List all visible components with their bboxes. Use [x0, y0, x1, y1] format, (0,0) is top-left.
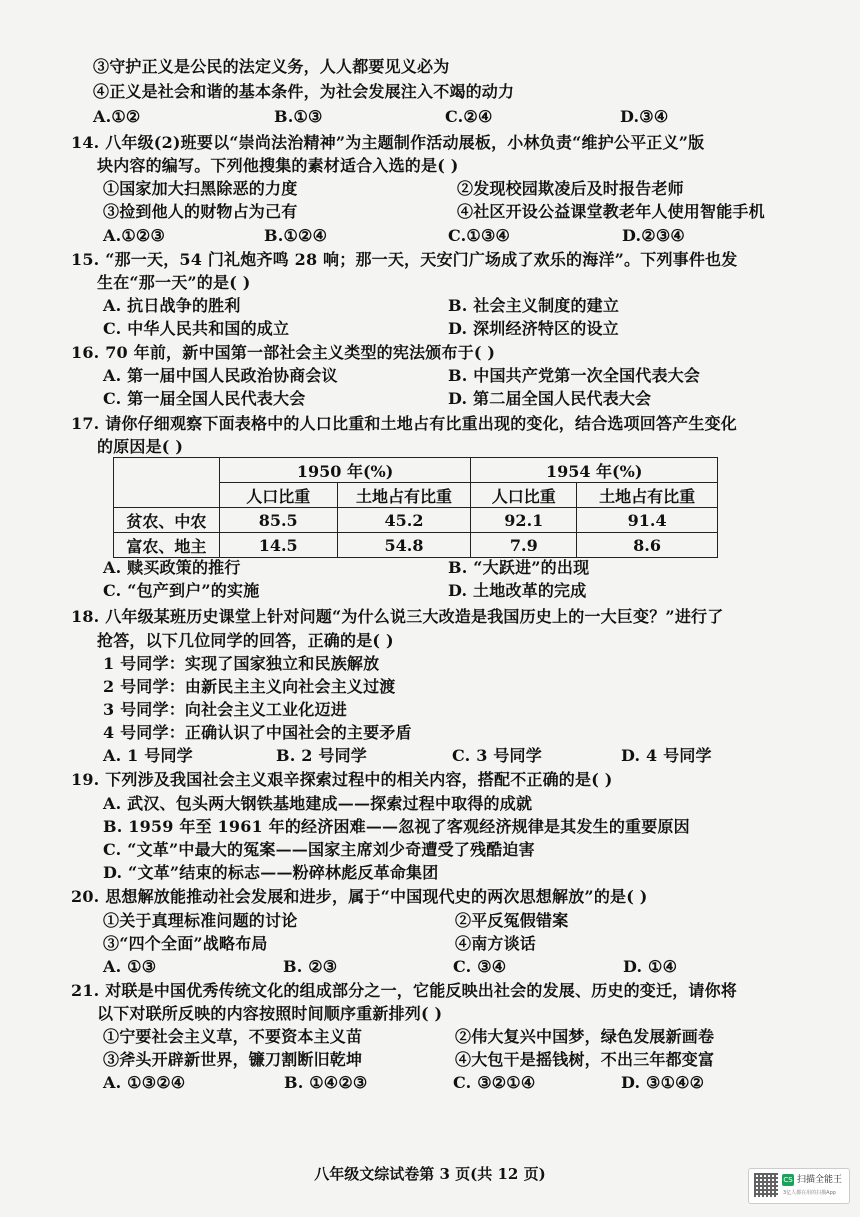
table-header-pop-1950: 人口比重	[219, 483, 337, 508]
table-corner-cell	[114, 458, 220, 508]
q13-choice-d[interactable]: D.③④	[620, 107, 669, 126]
table-year-1954: 1954 年(%)	[471, 458, 718, 483]
table-row	[114, 533, 718, 558]
q21-option-1: ①宁要社会主义草，不要资本主义苗	[103, 1027, 363, 1046]
q13-option-4: ④正义是社会和谐的基本条件，为社会发展注入不竭的动力	[93, 82, 515, 101]
table-year-1950: 1950 年(%)	[219, 458, 471, 483]
scanner-app-slogan: 3亿人都在用的扫描App	[783, 1190, 836, 1196]
q20-choice-d[interactable]: D. ①④	[623, 957, 678, 976]
table-header-land-1950: 土地占有比重	[337, 483, 471, 508]
q14-choice-c[interactable]: C.①③④	[448, 226, 511, 245]
table-cell: 54.8	[337, 533, 471, 558]
q15-choice-b[interactable]: B. 社会主义制度的建立	[448, 296, 620, 315]
q14-choice-b[interactable]: B.①②④	[264, 226, 328, 245]
q14-option-1: ①国家加大扫黑除恶的力度	[103, 179, 298, 198]
q15-choice-c[interactable]: C. 中华人民共和国的成立	[103, 319, 290, 338]
q18-choice-b[interactable]: B. 2 号同学	[276, 746, 367, 765]
q18-choice-d[interactable]: D. 4 号同学	[621, 746, 712, 765]
q17-stem-line2: 的原因是( )	[97, 437, 184, 456]
q20-option-4: ④南方谈话	[455, 934, 537, 953]
table-row-label: 富农、地主	[114, 533, 220, 558]
scanner-app-name: 扫描全能王	[797, 1175, 843, 1185]
table-cell: 92.1	[471, 508, 577, 533]
table-header-row-years	[114, 458, 718, 483]
q15-choice-a[interactable]: A. 抗日战争的胜利	[103, 296, 241, 315]
q18-student-3: 3 号同学：向社会主义工业化迈进	[103, 700, 347, 719]
q20-choice-c[interactable]: C. ③④	[453, 957, 507, 976]
q21-stem-line1: 21. 对联是中国优秀传统文化的组成部分之一，它能反映出社会的发展、历史的变迁，请你将	[71, 981, 738, 1000]
q20-option-3: ③“四个全面”战略布局	[103, 934, 268, 953]
q18-student-4: 4 号同学：正确认识了中国社会的主要矛盾	[103, 723, 412, 742]
table-cell: 7.9	[471, 533, 577, 558]
q13-choice-c[interactable]: C.②④	[445, 107, 493, 126]
q20-stem: 20. 思想解放能推动社会发展和进步，属于“中国现代史的两次思想解放”的是( )	[71, 887, 648, 906]
q19-choice-d[interactable]: D. “文革”结束的标志——粉碎林彪反革命集团	[103, 863, 439, 882]
q14-option-2: ②发现校园欺凌后及时报告老师	[457, 179, 684, 198]
table-row-label: 贫农、中农	[114, 508, 220, 533]
q15-stem-line2: 生在“那一天”的是( )	[97, 273, 251, 292]
q17-choice-c[interactable]: C. “包产到户”的实施	[103, 581, 260, 600]
scanner-badge	[748, 1168, 850, 1204]
table-cell: 14.5	[219, 533, 337, 558]
q21-stem-line2: 以下对联所反映的内容按照时间顺序重新排列( )	[97, 1004, 443, 1023]
table-header-pop-1954: 人口比重	[471, 483, 577, 508]
q17-choice-b[interactable]: B. “大跃进”的出现	[448, 558, 590, 577]
q16-choice-c[interactable]: C. 第一届全国人民代表大会	[103, 389, 306, 408]
q17-choice-d[interactable]: D. 土地改革的完成	[448, 581, 587, 600]
camscanner-logo-icon: CS	[783, 1176, 793, 1184]
q18-student-1: 1 号同学：实现了国家独立和民族解放	[103, 654, 380, 673]
q18-student-2: 2 号同学：由新民主主义向社会主义过渡	[103, 677, 396, 696]
q21-option-3: ③斧头开辟新世界，镰刀割断旧乾坤	[103, 1050, 363, 1069]
population-land-table	[113, 457, 718, 558]
q14-choice-a[interactable]: A.①②③	[103, 226, 166, 245]
q21-choice-a[interactable]: A. ①③②④	[103, 1073, 186, 1092]
q14-choice-d[interactable]: D.②③④	[622, 226, 685, 245]
q15-stem-line1: 15. “那一天，54 门礼炮齐鸣 28 响；那一天，天安门广场成了欢乐的海洋”。下列事件也发	[71, 250, 738, 269]
q21-option-2: ②伟大复兴中国梦，绿色发展新画卷	[455, 1027, 715, 1046]
q15-choice-d[interactable]: D. 深圳经济特区的设立	[448, 319, 619, 338]
q21-choice-c[interactable]: C. ③②①④	[453, 1073, 536, 1092]
q19-stem: 19. 下列涉及我国社会主义艰辛探索过程中的相关内容，搭配不正确的是( )	[71, 770, 613, 789]
q18-stem-line2: 抢答，以下几位同学的回答，正确的是( )	[97, 631, 394, 650]
q14-stem-line2: 块内容的编写。下列他搜集的素材适合入选的是( )	[97, 156, 459, 175]
q21-choice-b[interactable]: B. ①④②③	[284, 1073, 368, 1092]
table-header-land-1954: 土地占有比重	[577, 483, 718, 508]
table-cell: 8.6	[577, 533, 718, 558]
table-cell: 45.2	[337, 508, 471, 533]
q14-option-4: ④社区开设公益课堂教老年人使用智能手机	[457, 202, 765, 221]
q19-choice-c[interactable]: C. “文革”中最大的冤案——国家主席刘少奇遭受了残酷迫害	[103, 840, 535, 859]
q18-stem-line1: 18. 八年级某班历史课堂上针对问题“为什么说三大改造是我国历史上的一大巨变？”进行了	[71, 607, 724, 626]
q16-choice-a[interactable]: A. 第一届中国人民政治协商会议	[103, 366, 338, 385]
q13-choice-a[interactable]: A.①②	[93, 107, 141, 126]
table-cell: 91.4	[577, 508, 718, 533]
q18-choice-c[interactable]: C. 3 号同学	[452, 746, 542, 765]
q16-stem: 16. 70 年前，新中国第一部社会主义类型的宪法颁布于( )	[71, 343, 496, 362]
q17-choice-a[interactable]: A. 赎买政策的推行	[103, 558, 241, 577]
q20-option-2: ②平反冤假错案	[455, 911, 569, 930]
q19-choice-b[interactable]: B. 1959 年至 1961 年的经济困难——忽视了客观经济规律是其发生的重要原因	[103, 817, 690, 836]
q20-choice-b[interactable]: B. ②③	[283, 957, 338, 976]
table-cell: 85.5	[219, 508, 337, 533]
q20-choice-a[interactable]: A. ①③	[103, 957, 157, 976]
q13-choice-b[interactable]: B.①③	[274, 107, 323, 126]
q18-choice-a[interactable]: A. 1 号同学	[103, 746, 193, 765]
q14-stem-line1: 14. 八年级(2)班要以“崇尚法治精神”为主题制作活动展板，小林负责“维护公平正义”版	[71, 133, 705, 152]
qr-code-icon	[754, 1173, 778, 1197]
q19-choice-a[interactable]: A. 武汉、包头两大钢铁基地建成——探索过程中取得的成就	[103, 794, 533, 813]
q16-choice-b[interactable]: B. 中国共产党第一次全国代表大会	[448, 366, 701, 385]
q14-option-3: ③捡到他人的财物占为己有	[103, 202, 298, 221]
q13-option-3: ③守护正义是公民的法定义务，人人都要见义必为	[93, 57, 450, 76]
q21-choice-d[interactable]: D. ③①④②	[621, 1073, 705, 1092]
q21-option-4: ④大包干是摇钱树，不出三年都变富	[455, 1050, 715, 1069]
q16-choice-d[interactable]: D. 第二届全国人民代表大会	[448, 389, 652, 408]
q17-stem-line1: 17. 请你仔细观察下面表格中的人口比重和土地占有比重出现的变化，结合选项回答产生变化	[71, 414, 738, 433]
table-row	[114, 508, 718, 533]
q20-option-1: ①关于真理标准问题的讨论	[103, 911, 298, 930]
page-footer: 八年级文综试卷第 3 页(共 12 页)	[314, 1165, 546, 1183]
